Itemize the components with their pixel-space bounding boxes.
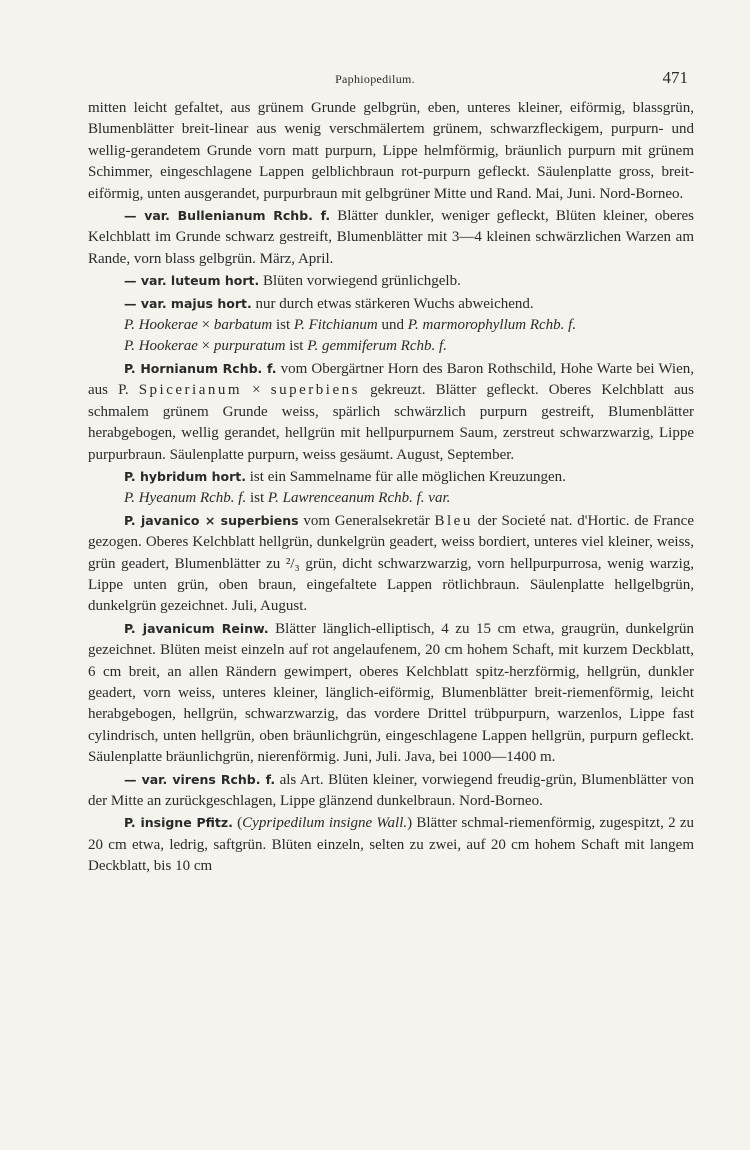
taxon-name: barbatum bbox=[213, 317, 273, 334]
paragraph-continuation: mitten leicht gefaltet, aus grünem Grunde gelbgrün, eben, unteres kleiner, eiförmig, blassgrün, Blumenblätter breit-linear aus wenig verschmälertem grünem, schwarzfleckigem, purpurn- und wellig-gerandetem Grunde vorn matt purpurn, Lippe helmförmig, bräunlich purpurn mit grünem Schimmer, eingeschlagene Lappen gelblichbraun rot-purpurn gefleckt. Säulenplatte gross, breit-eiförmig, unten ausgerandet, purpurbraun mit gelbgrüner Mitte und Rand. Mai, Juni. Nord-Borneo. bbox=[88, 100, 694, 202]
paragraph-insigne bbox=[88, 812, 694, 877]
entry-head: P. javanicum Reinw. bbox=[124, 620, 269, 636]
paragraph-javanico-superbiens bbox=[88, 510, 694, 618]
paragraph-var-bullenianum bbox=[88, 205, 694, 270]
entry-head: — var. virens Rchb. f. bbox=[124, 771, 276, 787]
entry-text: Blätter länglich-elliptisch, 4 zu 15 cm etwa, graugrün, dunkelgrün gezeichnet. Blüten meist einzeln auf rot angelaufenem, 20 cm hohem Schaft, mit kurzem Deckblatt, 6 cm breit, an allen Rändern gewimpert, oberes Kelchblatt spitz-herzförmig, hellgrün, dunkler geadert, vorn weiss, unteres kleiner, länglich-eiförmig, Blumenblätter breit-riemenförmig, leicht herabgebogen, hellgrün, schwarzwarzig, das vordere Drittel trübpurpurn, warzenlos, Lippe fast cylindrisch, unten hellgrün, oben bräunlichgrün, eingeschlagene Lappen hellgrün, purpurn gefleckt. Säulenplatte bräunlichgrün, nierenförmig. Juni, Juli. Java, bei 1000—1400 m. bbox=[88, 620, 694, 766]
entry-head: P. hybridum hort. bbox=[124, 468, 247, 484]
paragraph-var-majus bbox=[88, 293, 694, 315]
entry-head: — var. luteum hort. bbox=[124, 273, 260, 289]
cross-symbol: × bbox=[197, 317, 214, 334]
cross-symbol: × bbox=[197, 338, 214, 355]
entry-text: vom Generalsekretär bbox=[298, 512, 435, 529]
taxon-name: P. Lawrenceanum Rchb. f. var. bbox=[267, 490, 451, 507]
paragraph-javanicum bbox=[88, 618, 694, 769]
taxon-name: P. Hookerae bbox=[124, 338, 198, 355]
taxon-name: P. Fitchianum bbox=[293, 317, 378, 334]
entry-text: gekreuzt. Blätter gefleckt. Oberes Kelchblatt aus schmalem grünem Grunde weiss, spärlich schwärzlich purpurn gestreift, Blumenblätter herabgebogen, wellig gerandet, hellgrün mit hellpurpurnem Saum, zerstreut schwarzwarzig, Lippe purpurbraun. Säulenplatte purpurn, weiss gesäumt. August, September. bbox=[88, 382, 694, 463]
connector-text: ist bbox=[272, 317, 294, 334]
paragraph-hybridum bbox=[88, 466, 694, 488]
taxon-name: Cypripedilum insigne Wall. bbox=[242, 815, 408, 832]
page-header bbox=[0, 68, 750, 92]
entry-head: — var. majus hort. bbox=[124, 295, 252, 311]
entry-text: als Art. Blüten kleiner, vorwiegend freudig-grün, Blumenblätter von der Mitte an zurückgeschlagen, Lippe glänzend dunkelbraun. Nord-Borneo. bbox=[88, 771, 694, 809]
entry-text: Blätter dunkler, weniger gefleckt, Blüten kleiner, oberes Kelchblatt im Grunde schwarz gestreift, Blumenblätter mit 3—4 kleinen schwärzlichen Warzen am Rande, vorn blass gelbgrün. März, April. bbox=[88, 208, 695, 267]
spaced-name: Bleu bbox=[434, 512, 473, 529]
cross-symbol: × bbox=[242, 382, 271, 399]
paragraph-hookerae-barbatum bbox=[88, 315, 694, 336]
connector-text: ist bbox=[246, 490, 268, 507]
paragraph-hyeanum bbox=[88, 488, 694, 509]
paragraph-var-luteum bbox=[88, 270, 694, 292]
entry-head: — var. Bullenianum Rchb. f. bbox=[124, 208, 331, 224]
taxon-name: P. marmorophyllum Rchb. f. bbox=[407, 317, 577, 334]
entry-text: der Societé nat. d'Hortic. de France gezogen. Oberes Kelchblatt hellgrün, dunkelgrün geadert, weiss bordiert, unteres viel kleiner, weiss, grün geadert, Blumenblätter zu ²/₃ grün, dicht schwarzwarzig, vorn hellpurpurrosa, wenig warzig, Lippe unten grün, oben braun, eingefaltete Lappen rötlichbraun. Säulenplatte hellgelbgrün, dunkelgrün gezeichnet. Juli, August. bbox=[88, 512, 694, 615]
paragraph-hornianum bbox=[88, 358, 694, 466]
page-number: 471 bbox=[662, 68, 688, 87]
entry-text: ) Blätter schmal-riemenförmig, zugespitzt, 2 zu 20 cm etwa, ledrig, saftgrün. Blüten einzeln, selten zu zwei, auf 20 cm hohem Schaft mit langem Deckblatt, bis 10 cm bbox=[88, 815, 694, 875]
connector-text: ist bbox=[285, 338, 308, 355]
connector-text: und bbox=[377, 317, 408, 334]
page-body bbox=[88, 98, 694, 878]
entry-text: ist ein Sammelname für alle möglichen Kreuzungen. bbox=[246, 468, 566, 485]
taxon-name: P. Hyeanum Rchb. f. bbox=[124, 490, 247, 507]
spaced-name: superbiens bbox=[270, 382, 360, 399]
paragraph-var-virens bbox=[88, 769, 694, 813]
taxon-name: purpuratum bbox=[213, 338, 286, 355]
taxon-name: P. Hookerae bbox=[124, 317, 198, 334]
spaced-name: Spicerianum bbox=[138, 382, 243, 399]
paragraph-hookerae-purpuratum bbox=[88, 336, 694, 357]
entry-text: ( bbox=[232, 815, 243, 832]
entry-head: P. insigne Pfitz. bbox=[124, 815, 233, 831]
entry-text: nur durch etwas stärkeren Wuchs abweichend. bbox=[251, 295, 534, 312]
taxon-name: P. gemmiferum Rchb. f. bbox=[307, 338, 447, 355]
running-title: Paphiopedilum. bbox=[335, 72, 415, 86]
entry-head: P. Hornianum Rchb. f. bbox=[124, 360, 277, 376]
entry-text: vom Obergärtner Horn des Baron Rothschild, Hohe Warte bei Wien, aus P. bbox=[88, 360, 694, 399]
entry-text: Blüten vorwiegend grünlichgelb. bbox=[259, 273, 461, 290]
entry-head: P. javanico × superbiens bbox=[124, 512, 299, 528]
